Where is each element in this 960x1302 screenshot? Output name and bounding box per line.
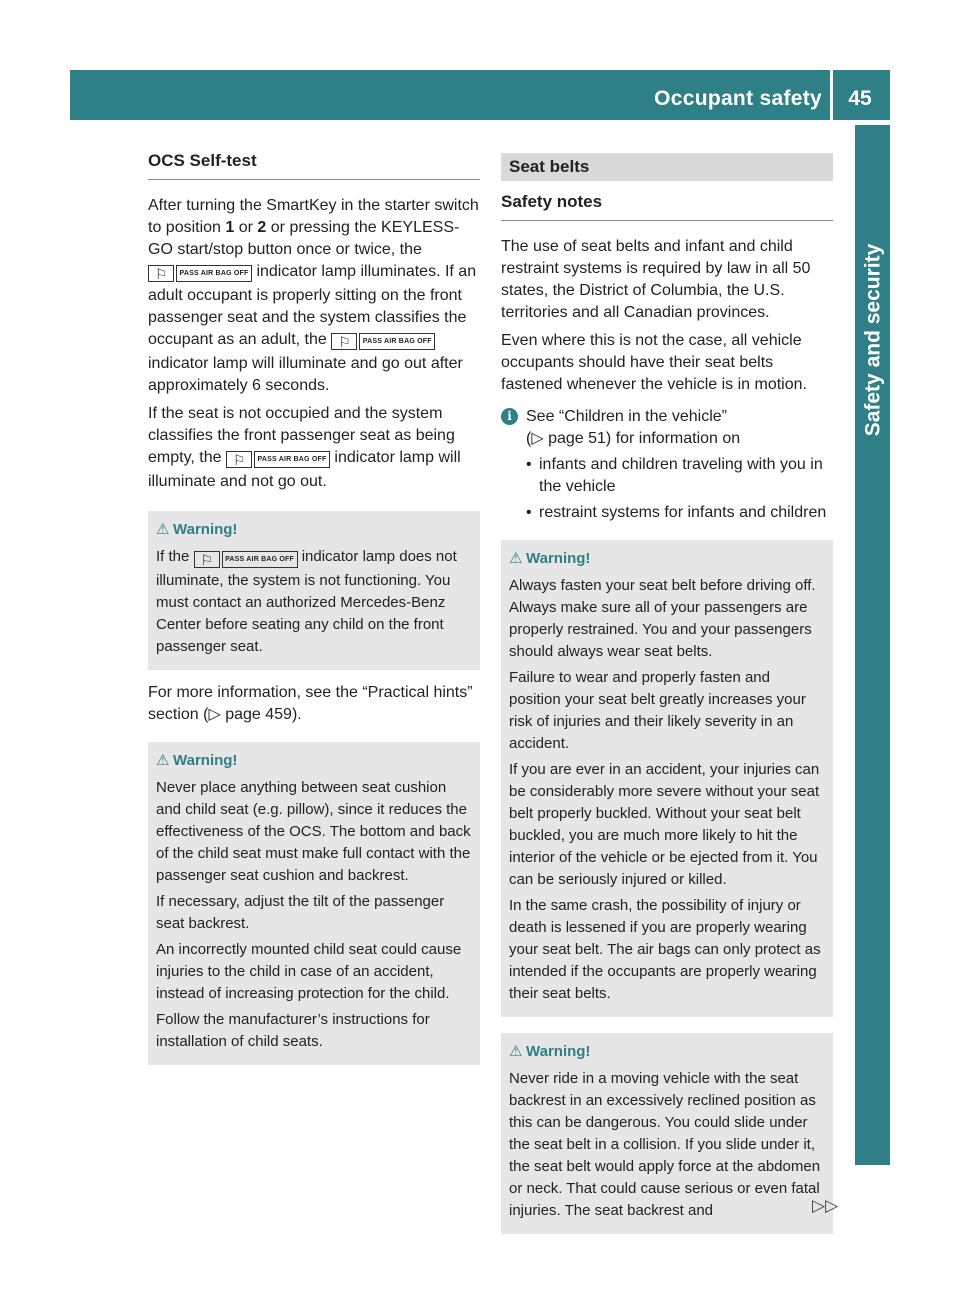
- warning-text: Never ride in a moving vehicle with the seat backrest in an excessively reclined position as this can be dangerous. You could slide under the seat belt in a collision. If you slide under it, the seat belt would apply force at the abdomen or neck. That could cause serious or even fatal injuries. The seat backrest and: [509, 1070, 821, 1219]
- warning-text: Always fasten your seat belt before driving off. Always make sure all of your passengers are properly restrained. You and your passengers should always wear seat belts.: [509, 577, 816, 660]
- info-note: [501, 406, 833, 524]
- page-title: Occupant safety: [654, 87, 822, 110]
- warning-text: Failure to wear and properly fasten and position your seat belt greatly increases your risk of injuries and their likely severity in an accident.: [509, 669, 806, 752]
- pass-airbag-off-indicator-icon: ⚐PASS AIR BAG OFF: [148, 263, 252, 285]
- warning-text: In the same crash, the possibility of injury or death is lessened if you are properly wearing your seat belt. The air bags can only protect as intended if the occupants are properly wearing their seat belts.: [509, 897, 821, 1002]
- seat-occupant-icon: [148, 265, 174, 282]
- side-label: [857, 160, 889, 520]
- warning-title: ⚠ Warning!: [509, 1041, 825, 1063]
- paragraph: The use of seat belts and infant and child restraint systems is required by law in all 50 states, the District of Columbia, the U.S. territories and all Canadian provinces.: [501, 238, 811, 321]
- right-column: [501, 150, 833, 1246]
- warning-title: ⚠ Warning!: [156, 750, 472, 772]
- warning-box: [148, 742, 480, 1065]
- paragraph: Even where this is not the case, all vehicle occupants should have their seat belts fastened whenever the vehicle is in motion.: [501, 332, 807, 393]
- list-item: • restraint systems for infants and children: [526, 502, 833, 524]
- info-line: (▷ page 51) for information on: [526, 430, 741, 447]
- seat-belts-section-heading: Seat belts: [501, 153, 833, 181]
- warning-title: ⚠ Warning!: [156, 519, 472, 541]
- header-divider: [830, 70, 833, 120]
- safety-notes-heading: Safety notes: [501, 191, 833, 221]
- warning-box: [501, 540, 833, 1017]
- list-item: • infants and children traveling with you in the vehicle: [526, 454, 833, 498]
- seat-occupant-icon: [226, 451, 252, 468]
- warning-icon: ⚠: [509, 550, 523, 567]
- warning-text: Follow the manufacturer’s instructions for installation of child seats.: [156, 1011, 430, 1050]
- warning-box: [501, 1033, 833, 1234]
- paragraph: For more information, see the “Practical hints” section (▷ page 459).: [148, 684, 473, 723]
- page-number: 45: [848, 87, 872, 110]
- warning-icon: ⚠: [509, 1043, 523, 1060]
- warning-title: ⚠ Warning!: [509, 548, 825, 570]
- side-label-text: Safety and security: [861, 243, 884, 437]
- paragraph: After turning the SmartKey in the starter switch to position 1 or 2 or pressing the KEYLESS-GO start/stop button once or twice, the ⚐PASS AIR BAG OFF indicator lamp illuminates. If an adult occupant is properly sitting on the front passenger seat and the system classifies the occupant as an adult, the ⚐ PASS AIR BAG OFF indicator lamp will illuminate and go out after approximately 6 seconds.: [148, 195, 480, 397]
- paragraph: If the seat is not occupied and the system classifies the front passenger seat as being empty, the ⚐ PASS AIR BAG OFF indicator lamp will illuminate and not go out.: [148, 403, 480, 493]
- continue-arrow-icon: ▷▷: [812, 1196, 839, 1215]
- ocs-self-test-heading: OCS Self-test: [148, 150, 480, 180]
- info-icon: i: [501, 408, 518, 425]
- warning-icon: ⚠: [156, 521, 170, 538]
- pass-airbag-off-indicator-icon: ⚐ PASS AIR BAG OFF: [226, 449, 330, 471]
- pass-airbag-off-indicator-icon: ⚐ PASS AIR BAG OFF: [194, 548, 298, 570]
- warning-text: If necessary, adjust the tilt of the passenger seat backrest.: [156, 893, 445, 932]
- warning-text: Never place anything between seat cushion and child seat (e.g. pillow), since it reduces the effectiveness of the OCS. The bottom and back of the child seat must make full contact with the passenger seat cushion and backrest.: [156, 779, 471, 884]
- info-line: See “Children in the vehicle”: [526, 408, 727, 425]
- seat-occupant-icon: [331, 333, 357, 350]
- seat-occupant-icon: [194, 551, 220, 568]
- warning-box: [148, 511, 480, 670]
- left-column: [148, 150, 480, 1077]
- warning-text: An incorrectly mounted child seat could cause injuries to the child in case of an accident, instead of increasing protection for the child.: [156, 941, 462, 1002]
- warning-text: If the ⚐ PASS AIR BAG OFF indicator lamp does not illuminate, the system is not functioning. You must contact an authorized Mercedes-Benz Center before seating any child on the front passenger seat.: [156, 546, 472, 658]
- warning-icon: ⚠: [156, 752, 170, 769]
- warning-text: If you are ever in an accident, your injuries can be considerably more severe without your seat belt properly buckled. Without your seat belt buckled, you are much more likely to hit the interior of the vehicle or be ejected from it. You can be seriously injured or killed.: [509, 761, 820, 888]
- pass-airbag-off-indicator-icon: ⚐ PASS AIR BAG OFF: [331, 331, 435, 353]
